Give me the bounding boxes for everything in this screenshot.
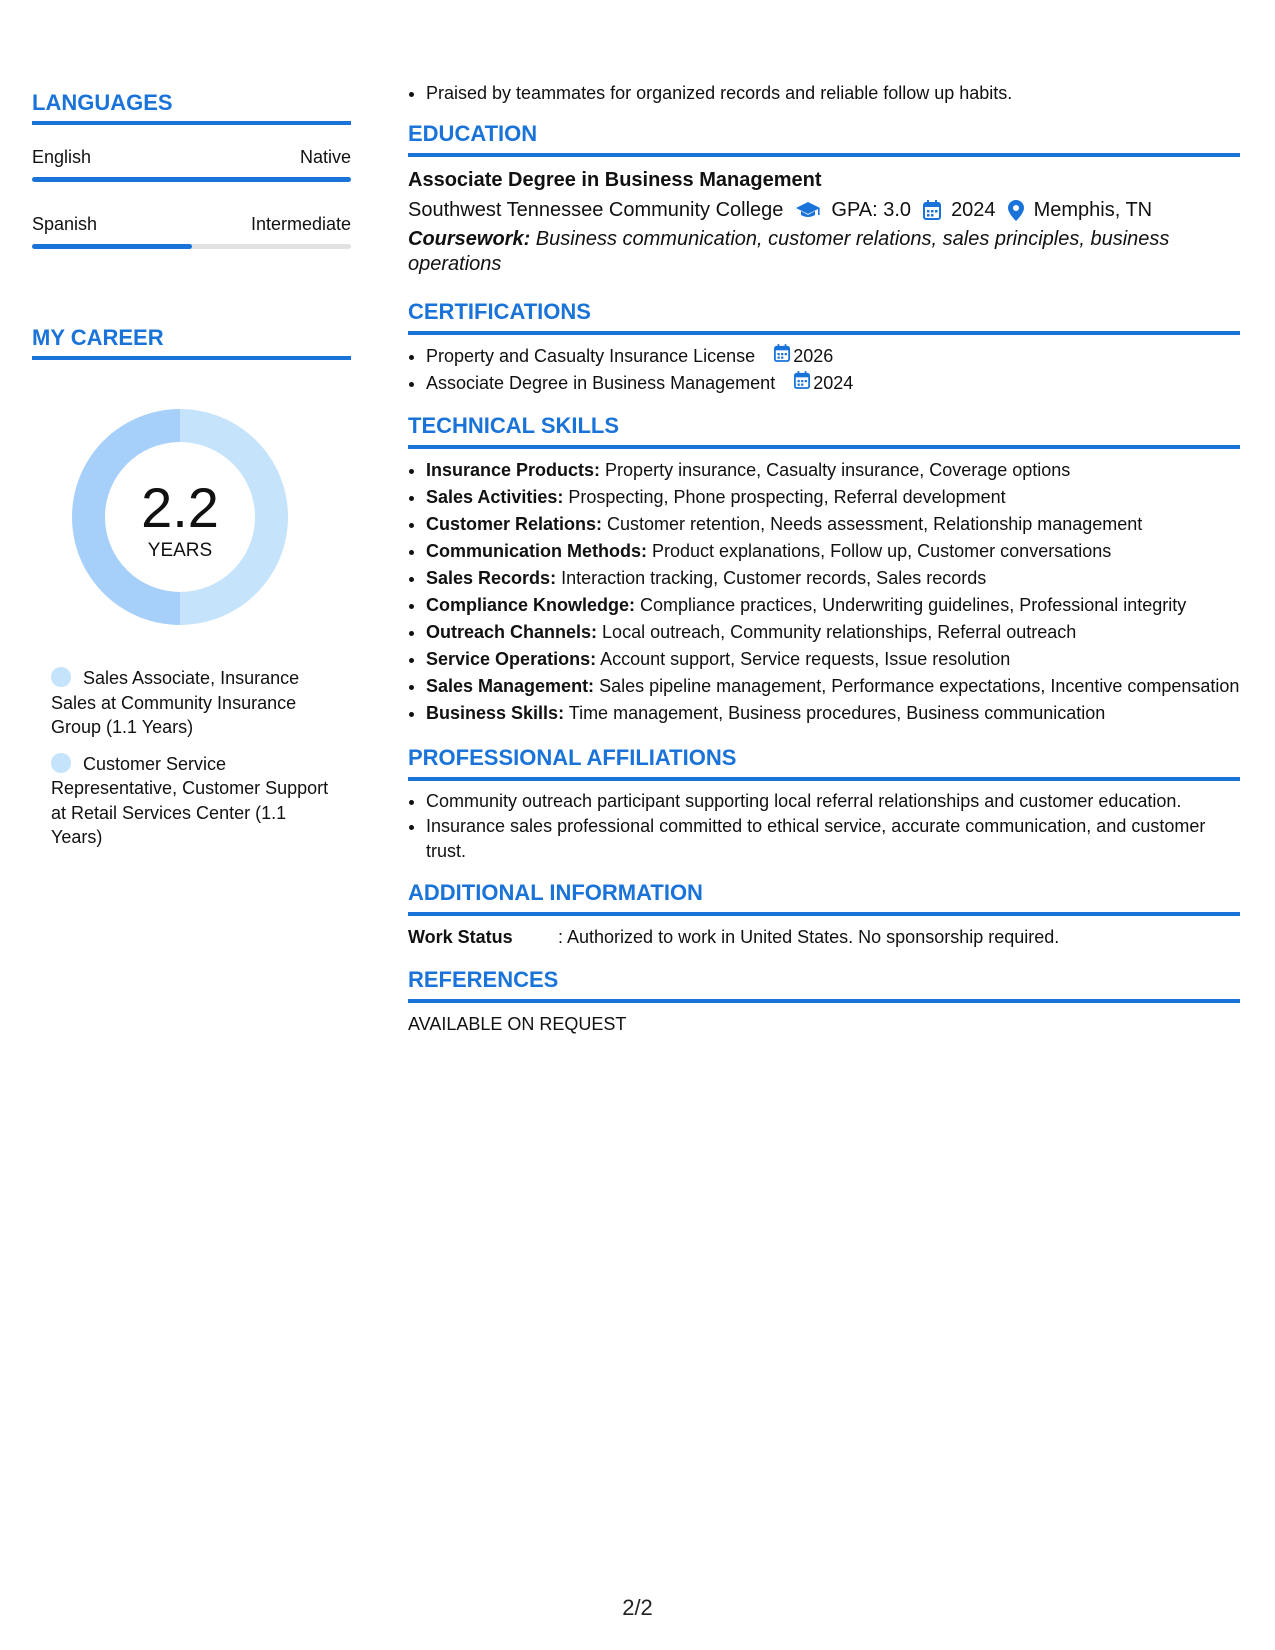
education-gpa: GPA: 3.0	[831, 199, 912, 221]
references-section	[408, 967, 1240, 1038]
experience-bullet: • Praised by teammates for organized records and reliable follow up habits.	[426, 80, 1240, 107]
language-proficiency-bar	[32, 177, 351, 182]
skill-category: Service Operations:	[426, 649, 597, 669]
skill-item	[426, 457, 1240, 484]
skill-item	[426, 646, 1240, 673]
career-legend-dot	[51, 667, 71, 687]
skill-values: Compliance practices, Underwriting guidelines, Professional integrity	[635, 595, 1187, 615]
education-coursework	[408, 227, 1240, 277]
location-pin-icon	[1008, 200, 1024, 221]
education-section	[408, 121, 1240, 277]
skill-values: Property insurance, Casualty insurance, Coverage options	[600, 460, 1071, 480]
skill-item	[426, 484, 1240, 511]
certifications-heading: CERTIFICATIONS	[408, 299, 1240, 335]
skills-section	[408, 413, 1240, 727]
certification-name: Associate Degree in Business Management	[426, 373, 776, 393]
affiliations-list	[408, 789, 1240, 864]
coursework-text: Business communication, customer relations, sales principles, business operations	[408, 228, 1170, 275]
references-text: AVAILABLE ON REQUEST	[408, 1014, 627, 1034]
career-item	[51, 752, 336, 850]
skill-values: Account support, Service requests, Issue resolution	[596, 649, 1011, 669]
skill-item	[426, 511, 1240, 538]
skill-values: Time management, Business procedures, Business communication	[564, 703, 1106, 723]
education-year: 2024	[951, 199, 996, 221]
career-donut-chart	[67, 404, 293, 630]
education-heading: EDUCATION	[408, 121, 1240, 157]
work-status-label: Work Status	[408, 927, 513, 947]
work-status-row	[408, 924, 1240, 951]
education-details	[408, 195, 1240, 225]
experience-bullets-continued	[408, 80, 1240, 107]
skill-category: Sales Management:	[426, 676, 595, 696]
career-total-years: 2.2	[141, 476, 219, 539]
skills-list	[408, 457, 1240, 727]
skill-item	[426, 673, 1240, 700]
skill-item	[426, 619, 1240, 646]
education-school: Southwest Tennessee Community College	[408, 199, 784, 221]
certifications-list	[408, 343, 1240, 397]
skill-category: Sales Activities:	[426, 487, 564, 507]
skill-item	[426, 565, 1240, 592]
graduation-cap-icon	[795, 200, 821, 220]
certification-name: Property and Casualty Insurance License	[426, 346, 756, 366]
affiliations-section	[408, 745, 1240, 864]
page-number: 2/2	[622, 1595, 653, 1620]
sidebar	[32, 90, 351, 862]
language-name: English	[32, 147, 92, 167]
career-item-text: Sales Associate, Insurance Sales at Community Insurance Group (1.1 Years)	[51, 668, 300, 737]
skill-values: Local outreach, Community relationships, Referral outreach	[597, 622, 1077, 642]
skill-category: Insurance Products:	[426, 460, 601, 480]
skill-item	[426, 700, 1240, 727]
language-proficiency-fill	[32, 177, 351, 182]
education-location: Memphis, TN	[1033, 199, 1153, 221]
career-item-text: Customer Service Representative, Customer Support at Retail Services Center (1.1 Years)	[51, 753, 329, 847]
skills-heading: TECHNICAL SKILLS	[408, 413, 1240, 449]
language-name: Spanish	[32, 214, 98, 234]
language-proficiency-bar	[32, 244, 351, 249]
affiliation-item: • Insurance sales professional committed to ethical service, accurate communication, and customer trust.	[426, 814, 1240, 864]
calendar-icon	[923, 200, 941, 220]
work-status-value: : Authorized to work in United States. No sponsorship required.	[558, 927, 1060, 947]
skill-item	[426, 592, 1240, 619]
calendar-icon	[794, 370, 813, 397]
affiliations-heading: PROFESSIONAL AFFILIATIONS	[408, 745, 1240, 781]
skill-category: Sales Records:	[426, 568, 557, 588]
skill-category: Communication Methods:	[426, 541, 647, 561]
skill-values: Interaction tracking, Customer records, Sales records	[556, 568, 987, 588]
career-item	[51, 666, 336, 740]
certification-year: 2024	[813, 373, 854, 393]
language-item	[32, 147, 351, 182]
skill-category: Outreach Channels:	[426, 622, 598, 642]
skill-values: Customer retention, Needs assessment, Relationship management	[602, 514, 1143, 534]
coursework-label: Coursework:	[408, 228, 531, 250]
education-degree: Associate Degree in Business Management	[408, 169, 822, 191]
skill-item	[426, 538, 1240, 565]
language-level: Intermediate	[250, 214, 351, 234]
main-content	[408, 80, 1240, 1038]
career-total-unit: YEARS	[147, 540, 213, 561]
references-heading: REFERENCES	[408, 967, 1240, 1003]
certifications-section	[408, 299, 1240, 397]
career-legend-dot	[51, 753, 71, 773]
skill-category: Customer Relations:	[426, 514, 603, 534]
language-level: Native	[299, 147, 351, 167]
certification-item	[426, 370, 1240, 397]
skill-values: Product explanations, Follow up, Customer conversations	[647, 541, 1112, 561]
career-heading: MY CAREER	[32, 325, 351, 360]
skill-values: Prospecting, Phone prospecting, Referral development	[563, 487, 1006, 507]
affiliation-item: • Community outreach participant supporting local referral relationships and customer education.	[426, 789, 1240, 814]
additional-info-section	[408, 880, 1240, 951]
career-list	[51, 666, 336, 850]
languages-heading: LANGUAGES	[32, 90, 351, 125]
skill-values: Sales pipeline management, Performance expectations, Incentive compensation	[594, 676, 1240, 696]
skill-category: Business Skills:	[426, 703, 565, 723]
additional-info-heading: ADDITIONAL INFORMATION	[408, 880, 1240, 916]
skill-category: Compliance Knowledge:	[426, 595, 636, 615]
certification-year: 2026	[793, 346, 834, 366]
language-proficiency-fill	[32, 244, 192, 249]
language-item	[32, 214, 351, 249]
certification-item	[426, 343, 1240, 370]
calendar-icon	[774, 343, 793, 370]
